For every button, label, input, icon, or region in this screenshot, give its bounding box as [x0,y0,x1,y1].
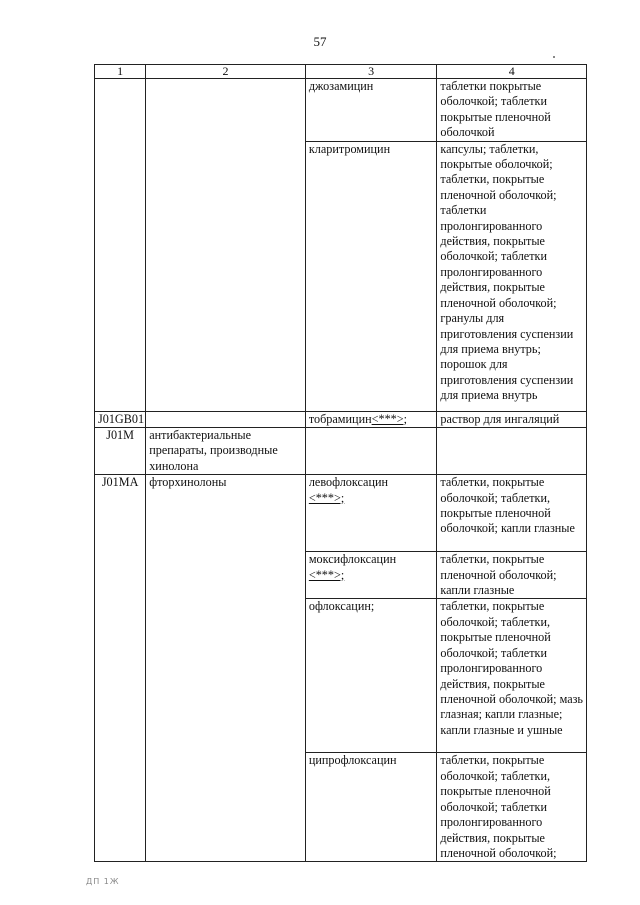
drug-name: кларитромицин [308,141,391,156]
drug-name: тобрамицин [308,411,372,426]
group-cell [146,79,306,142]
column-header-3: 3 [305,65,437,79]
column-header-4: 4 [437,65,587,79]
dosage-forms-cell: таблетки, покрытые оболочкой; таблетки, покрытые пленочной оболочкой; таблетки пролонгированного действия, покрытые пленочной оболочкой; мазь глазная; капли глазные; капли глазные и ушные [437,599,587,753]
column-header-1: 1 [95,65,146,79]
group-cell [146,753,306,862]
drug-name-cell [305,599,437,753]
table-row [95,141,587,411]
group-cell [146,411,306,427]
drug-name-cell [305,753,437,862]
drug-name-cell [305,552,437,599]
dosage-forms-cell: таблетки покрытые оболочкой; таблетки покрытые пленочной оболочкой [437,79,587,142]
group-cell: фторхинолоны [146,475,306,552]
dosage-forms-cell: таблетки, покрытые оболочкой; таблетки, покрытые пленочной оболочкой; капли глазные [437,475,587,552]
atc-code-cell [95,141,146,411]
restriction-mark: <***>; [371,411,408,426]
atc-code-cell: J01GB01 [95,411,146,427]
restriction-mark: <***>; [308,490,345,505]
scan-speck [553,56,555,58]
drug-name: ципрофлоксацин [308,753,397,768]
dosage-forms-cell: таблетки, покрытые пленочной оболочкой; капли глазные [437,552,587,599]
page-number: 57 [313,34,327,49]
atc-code-cell [95,753,146,862]
table-row [95,552,587,599]
group-cell [146,599,306,753]
group-cell: антибактериальные препараты, производные хинолона [146,428,306,475]
drug-list-table [94,64,587,862]
drug-name: моксифлоксацин [308,552,397,567]
drug-name: джозамицин [308,79,374,93]
dosage-forms-cell: таблетки, покрытые оболочкой; таблетки, покрытые пленочной оболочкой; таблетки пролонгированного действия, покрытые пленочной оболочкой; [437,753,587,862]
drug-name: левофлоксацин [308,475,389,490]
atc-code-cell: J01M [95,428,146,475]
restriction-mark: <***>; [308,567,345,582]
atc-code-cell [95,599,146,753]
table-row [95,411,587,427]
column-number-row [95,65,587,79]
footer-scan-mark: ДП 1Ж [86,877,120,886]
dosage-forms-cell: раствор для ингаляций [437,411,587,427]
drug-name-cell [305,475,437,552]
table-row [95,79,587,142]
group-cell [146,552,306,599]
drug-name-cell [305,141,437,411]
drug-name-cell [305,79,437,142]
atc-code-cell [95,79,146,142]
table-row [95,428,587,475]
dosage-forms-cell [437,428,587,475]
atc-code-cell [95,552,146,599]
drug-name-cell [305,428,437,475]
drug-name: офлоксацин; [308,599,375,614]
group-cell [146,141,306,411]
dosage-forms-cell: капсулы; таблетки, покрытые оболочкой; таблетки, покрытые пленочной оболочкой; таблетки пролонгированного действия, покрытые оболочкой; таблетки пролонгированного действия, покрытые пленочной оболочкой; гранулы для приготовления суспензии для приема внутрь; порошок для приготовления суспензии для приема внутрь [437,141,587,411]
atc-code-cell: J01MA [95,475,146,552]
table-row [95,475,587,552]
table-row [95,599,587,753]
table-row [95,753,587,862]
drug-name-cell [305,411,437,427]
column-header-2: 2 [146,65,306,79]
